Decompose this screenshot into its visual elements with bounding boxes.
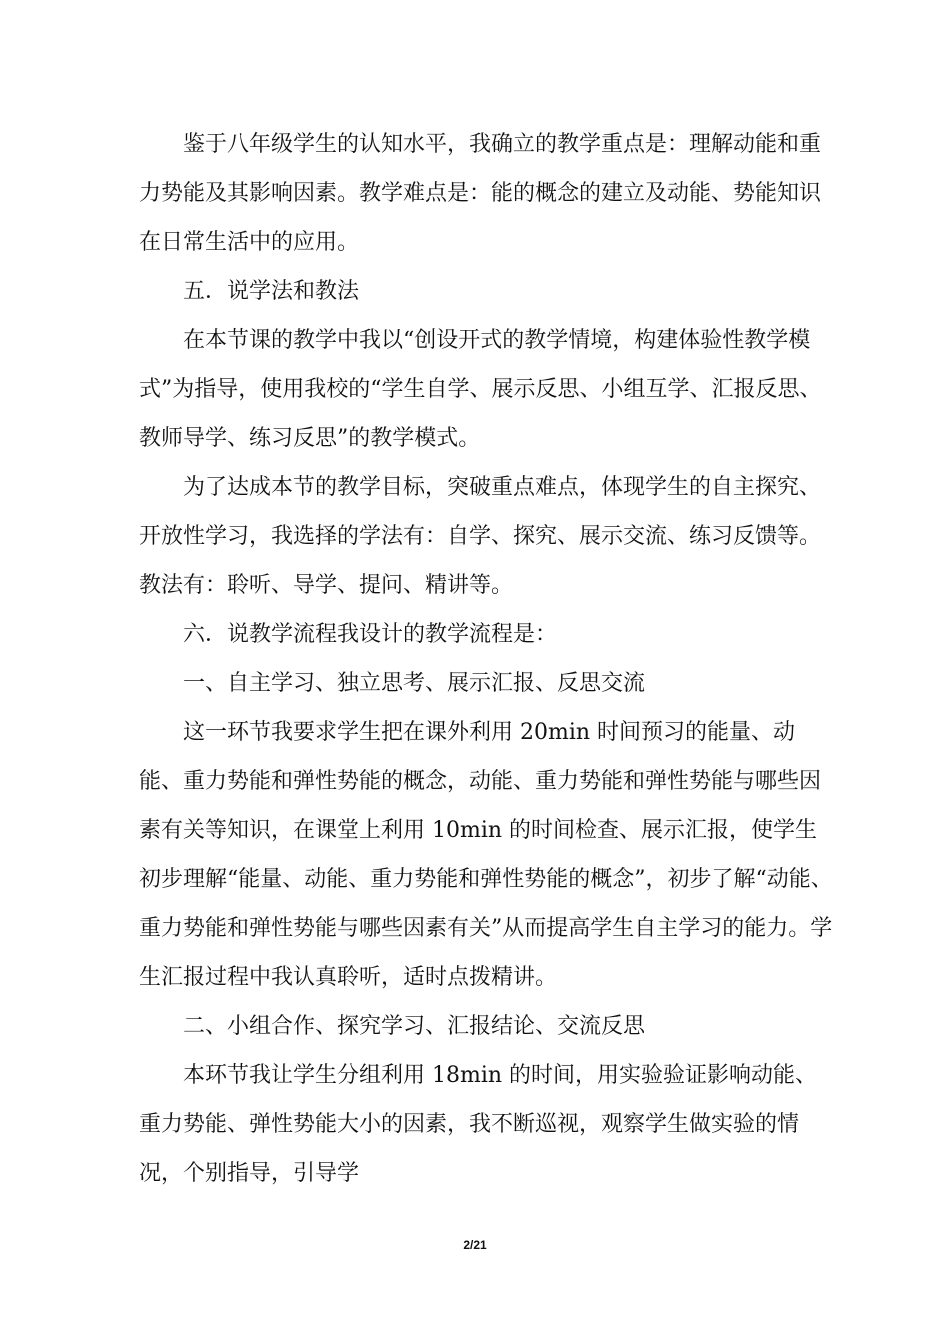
heading-step-one: 一、自主学习、独立思考、展示汇报、反思交流 [183, 671, 646, 696]
paragraph-teaching-focus: 鉴于八年级学生的认知水平，我确立的教学重点是：理解动能和重力势能及其影响因素。教学难点是：能的概念的建立及动能、势能知识在日常生活中的应用。 [139, 132, 822, 255]
paragraph-learning-methods: 为了达成本节的教学目标，突破重点难点，体现学生的自主探究、开放性学习，我选择的学法有：自学、探究、展示交流、练习反馈等。教法有：聆听、导学、提问、精讲等。 [139, 475, 822, 598]
heading-section-six: 六．说教学流程我设计的教学流程是： [183, 622, 558, 647]
document-body [139, 120, 839, 1198]
heading-step-two: 二、小组合作、探究学习、汇报结论、交流反思 [183, 1014, 646, 1039]
paragraph-teaching-mode: 在本节课的教学中我以“创设开式的教学情境，构建体验性教学模式”为指导，使用我校的“学生自学、展示反思、小组互学、汇报反思、教师导学、练习反思”的教学模式。 [139, 328, 822, 451]
paragraph-step-one: 这一环节我要求学生把在课外利用 20min 时间预习的能量、动能、重力势能和弹性势能的概念，动能、重力势能和弹性势能与哪些因素有关等知识，在课堂上利用 10min 的时间检查、展示汇报，使学生初步理解“能量、动能、重力势能和弹性势能的概念”，初步了解“动能、重力势能和弹性势能与哪些因素有关”从而提高学生自主学习的能力。学生汇报过程中我认真聆听，适时点拨精讲。 [139, 720, 833, 990]
paragraph-step-two: 本环节我让学生分组利用 18min 的时间，用实验验证影响动能、重力势能、弹性势能大小的因素，我不断巡视，观察学生做实验的情况，个别指导，引导学 [139, 1063, 818, 1186]
page-number: 2/21 [463, 1238, 487, 1252]
heading-section-five: 五．说学法和教法 [183, 279, 360, 304]
